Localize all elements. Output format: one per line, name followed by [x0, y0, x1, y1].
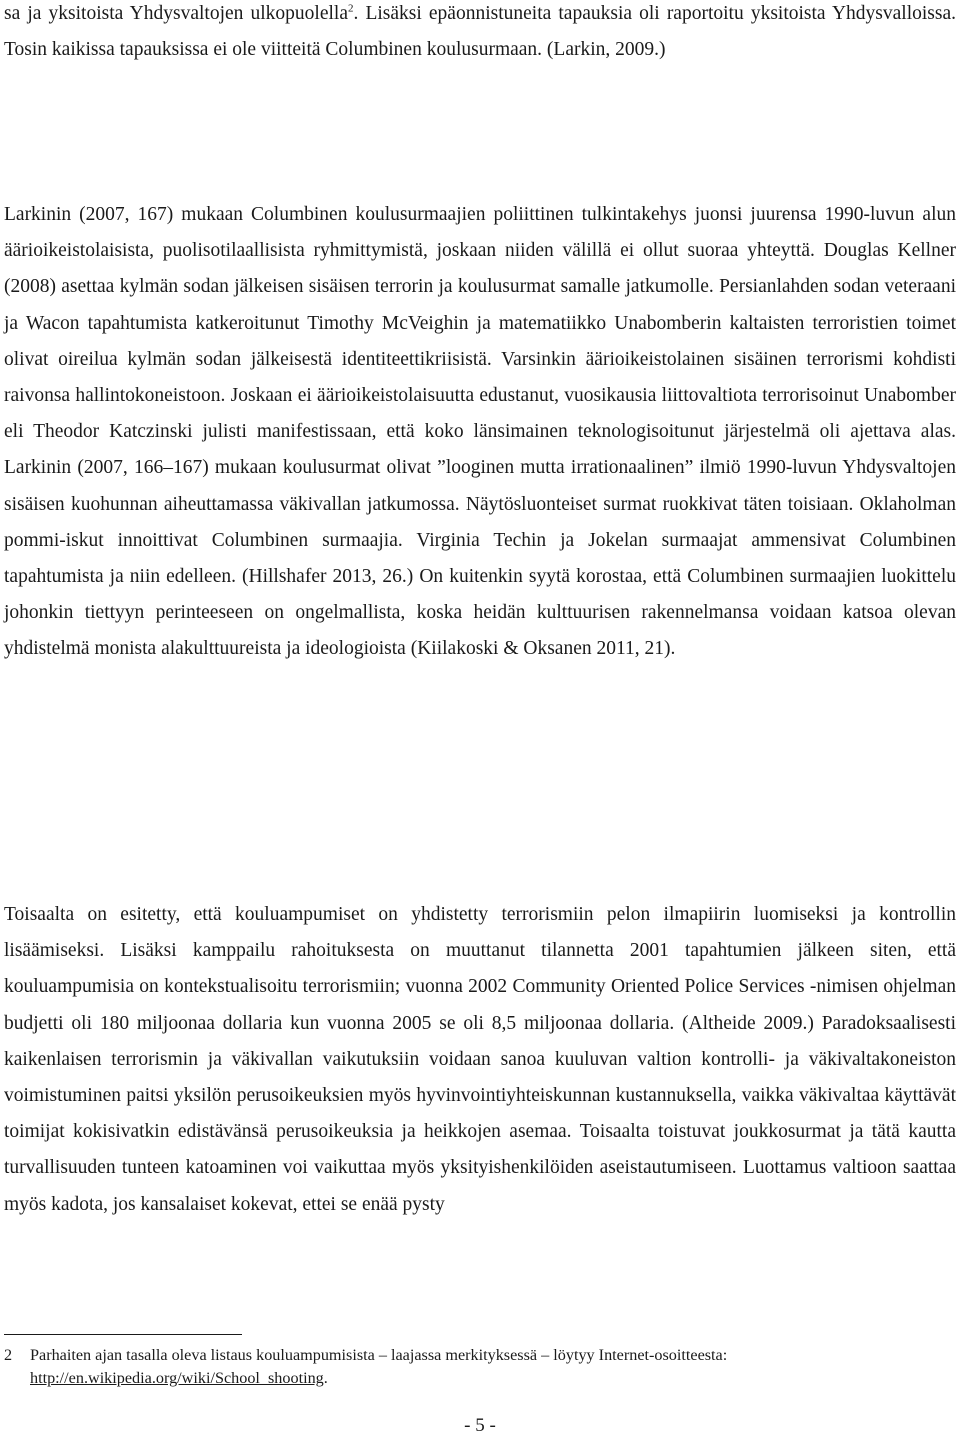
paragraph-larkin: Larkinin (2007, 167) mukaan Columbinen koulusurmaajien poliittinen tulkintakehys juonsi juurensa 1990-luvun alun äärioikeistolaisista, puolisotilaallisista ryhmittymistä, joskaan niiden välillä ei ollut suoraa yhteyttä. Douglas Kellner (2008) asettaa kylmän sodan jälkeisen sisäisen terrorin ja koulusurmat samalle jatkumolle. Persianlahden sodan veteraani ja Wacon tapahtumista katkeroitunut Timothy McVeighin ja matematiikko Unabomberin kaltaisten terroristien toimet olivat oireilua kylmän sodan jälkeisestä identiteettikriisistä. Varsinkin äärioikeistolainen sisäinen terrorismi kohdisti raivonsa hallintokoneistoon. Joskaan ei äärioikeistolaisuutta edustanut, vuosikausia liittovaltiota terrorisoinut Unabomber eli Theodor Katczinski julisti manifestissaan, että koko länsimainen teknologisoitunut järjestelmä oli ajettava alas. Larkinin (2007, 166–167) mukaan koulusurmat olivat ”looginen mutta irrationaalinen” ilmiö 1990-luvun Yhdysvaltojen sisäisen kuohunnan aiheuttamassa väkivallan jatkumossa. Näytösluonteiset surmat ruokkivat täten toisiaan. Oklaholman pommi-iskut innoittivat Columbinen surmaajia. Virginia Techin ja Jokelan surmaajat ammensivat Columbinen tapahtumista ja niin edelleen. (Hillshafer 2013, 26.) On kuitenkin syytä korostaa, että Columbinen surmaajien luokittelu johonkin tiettyyn perinteeseen on ongelmallista, koska heidän kulttuurisen rakennelmansa voidaan katsoa olevan yhdistelmä monista alakulttuureista ja ideologioista (Kiilakoski & Oksanen 2011, 21).: [4, 204, 956, 660]
footnote-link-suffix: .: [323, 1369, 328, 1387]
footnote-link[interactable]: http://en.wikipedia.org/wiki/School_shooting: [30, 1369, 324, 1387]
document-page: [4, 0, 956, 1440]
footnote-text: Parhaiten ajan tasalla oleva listaus kouluampumisista – laajassa merkityksessä – löytyy Internet-osoitteesta:: [30, 1346, 728, 1364]
paragraph-toisaalta: Toisaalta on esitetty, että kouluampumiset on yhdistetty terrorismiin pelon ilmapiirin luomiseksi ja kontrollin lisäämiseksi. Lisäksi kamppailu rahoituksesta on muuttanut tilannetta 2001 tapahtumien jälkeen siten, että kouluampumisia on kontekstualisoitu terrorismiin; vuonna 2002 Community Oriented Police Services -nimisen ohjelman budjetti oli 180 miljoonaa dollaria kun vuonna 2005 se oli 8,5 miljoonaa dollaria. (Altheide 2009.) Paradoksaalisesti kaikenlaisen terrorismin ja väkivallan vaikutuksiin voidaan sanoa kuuluvan valtion kontrolli- ja väkivaltakoneiston voimistuminen paitsi yksilön perusoikeuksien myös hyvinvointiyhteiskunnan kustannuksella, vaikka väkivaltaa käyttävät toimijat kokisivatkin edistävänsä perusoikeuksia ja heikkojen asemaa. Toisaalta toistuvat joukkosurmat ja tätä kautta turvallisuuden tunteen katoaminen voi vaikuttaa myös yksityishenkilöiden aseistautumiseen. Luottamus valtioon saattaa myös kadota, jos kansalaiset kokevat, ettei se enää pysty: [4, 904, 956, 1215]
footnote-separator: [4, 1334, 242, 1335]
footnote-reference[interactable]: 2: [347, 2, 354, 15]
page-number: - 5 -: [464, 1415, 496, 1436]
paragraph-continued: [4, 0, 956, 68]
footnote-body: [30, 1344, 956, 1390]
paragraph-text: . Lisäksi epäonnistuneita tapauksia oli raportoitu yksitoista Yhdysvalloissa. Tosin kaikissa tapauksissa ei ole viitteitä Columbinen koulusurmaan. (Larkin, 2009.): [4, 3, 956, 61]
footnote-number: 2: [4, 1346, 13, 1364]
paragraph-text: sa ja yksitoista Yhdysvaltojen ulkopuolella: [4, 3, 348, 24]
